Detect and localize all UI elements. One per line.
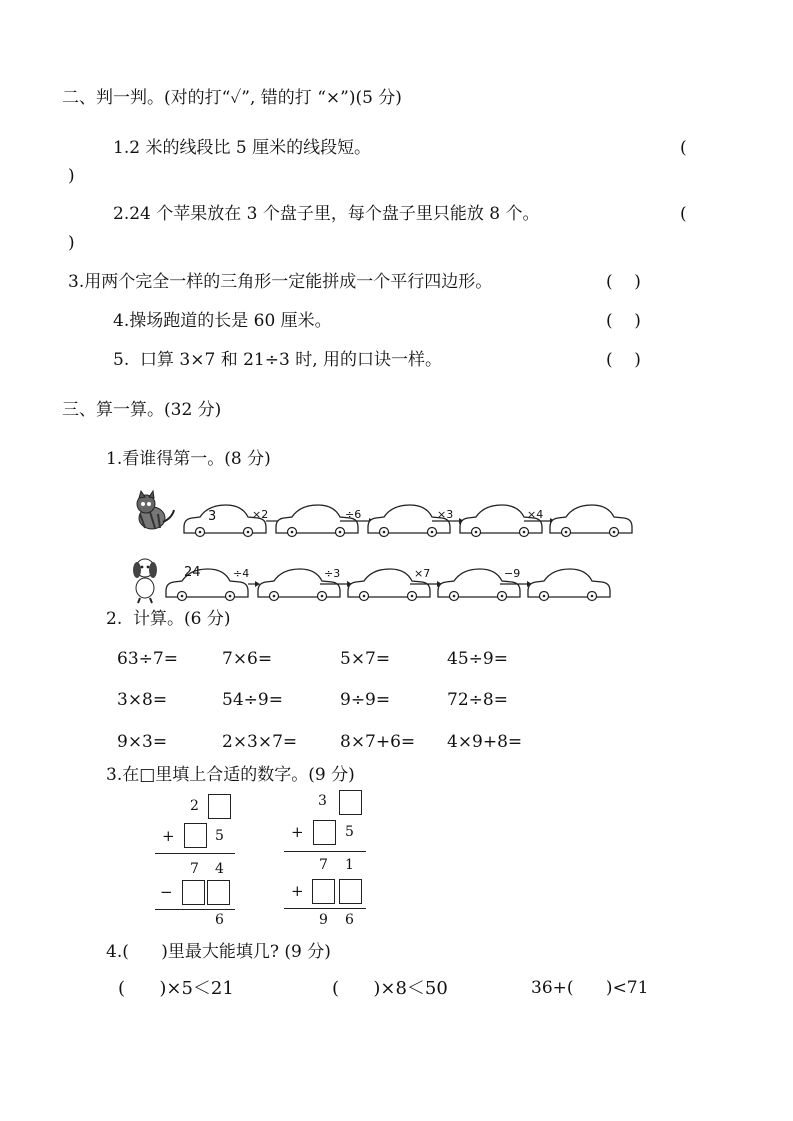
section2-title: 二、判一判。(对的打“✓”, 错的打 “×”)(5 分) bbox=[62, 88, 402, 108]
car-icon bbox=[550, 505, 632, 537]
q4-item-2: ( )×8＜50 bbox=[332, 978, 448, 999]
judge-item-3: 3.用两个完全一样的三角形一定能拼成一个平行四边形。 bbox=[68, 272, 493, 292]
judge-item-3-paren: ( ) bbox=[606, 272, 641, 292]
calc-1-4: 45÷9= bbox=[447, 649, 508, 669]
calc-1-3: 5×7= bbox=[340, 649, 391, 669]
right-top-box[interactable] bbox=[339, 790, 362, 815]
judge-item-4: 4.操场跑道的长是 60 厘米。 bbox=[113, 311, 332, 331]
calc-3-1: 9×3= bbox=[117, 732, 168, 752]
right-result-tens: 9 bbox=[319, 912, 328, 928]
left-mid-ones: 4 bbox=[215, 861, 224, 877]
calc-3-2: 2×3×7= bbox=[222, 732, 298, 752]
q3-title: 3.在□里填上合适的数字。(9 分) bbox=[106, 765, 355, 785]
left-sub-box-1[interactable] bbox=[182, 880, 205, 905]
right-add2-box-1[interactable] bbox=[312, 879, 335, 904]
calc-3-4: 4×9+8= bbox=[447, 732, 523, 752]
chain2-op-4: −9 bbox=[504, 567, 521, 580]
car-chain-illustration bbox=[0, 488, 793, 608]
right-plus-sign: + bbox=[291, 823, 304, 841]
right-top-digit: 3 bbox=[318, 793, 327, 809]
calc-2-3: 9÷9= bbox=[340, 690, 391, 710]
left-mid-tens: 7 bbox=[190, 861, 199, 877]
judge-item-1: 1.2 米的线段比 5 厘米的线段短。 bbox=[113, 138, 372, 158]
left-line-2 bbox=[155, 909, 235, 910]
left-top-digit: 2 bbox=[190, 798, 199, 814]
q1-title: 1.看谁得第一。(8 分) bbox=[106, 449, 271, 469]
section3-title: 三、算一算。(32 分) bbox=[62, 400, 222, 420]
left-add-box[interactable] bbox=[184, 823, 207, 848]
right-add-digit: 5 bbox=[345, 824, 354, 840]
calc-1-1: 63÷7= bbox=[117, 649, 178, 669]
q4-item-1: ( )×5＜21 bbox=[118, 978, 234, 999]
right-mid-ones: 1 bbox=[345, 857, 354, 873]
right-add-box[interactable] bbox=[313, 820, 336, 845]
dog-icon bbox=[133, 559, 157, 603]
left-result: 6 bbox=[215, 912, 224, 928]
right-plus-sign-2: + bbox=[291, 882, 304, 900]
chain2-op-2: ÷3 bbox=[324, 567, 341, 580]
chain2-op-3: ×7 bbox=[414, 567, 431, 580]
left-minus-sign: − bbox=[160, 883, 173, 901]
left-add-digit: 5 bbox=[215, 828, 224, 844]
calc-1-2: 7×6= bbox=[222, 649, 273, 669]
chain1-op-1: ×2 bbox=[252, 508, 269, 521]
calc-2-4: 72÷8= bbox=[447, 690, 508, 710]
right-mid-tens: 7 bbox=[319, 857, 328, 873]
judge-item-1-paren-close: ) bbox=[68, 166, 75, 186]
car-icon bbox=[528, 569, 610, 601]
judge-item-5-paren: ( ) bbox=[606, 350, 641, 370]
chain1-start: 3 bbox=[208, 509, 217, 524]
cat-icon bbox=[137, 491, 174, 529]
chain1-op-2: ÷6 bbox=[345, 508, 362, 521]
chain2-op-1: ÷4 bbox=[233, 567, 250, 580]
right-line-1 bbox=[284, 851, 366, 852]
chain2-start: 24 bbox=[184, 565, 201, 580]
q2-title: 2. 计算。(6 分) bbox=[106, 609, 231, 629]
calc-2-1: 3×8= bbox=[117, 690, 168, 710]
left-plus-sign: + bbox=[162, 827, 175, 845]
judge-item-5: 5. 口算 3×7 和 21÷3 时, 用的口诀一样。 bbox=[113, 350, 443, 370]
left-top-box[interactable] bbox=[208, 794, 231, 819]
judge-item-2: 2.24 个苹果放在 3 个盘子里，每个盘子里只能放 8 个。 bbox=[113, 204, 540, 224]
judge-item-2-paren-close: ) bbox=[68, 233, 75, 253]
left-sub-box-2[interactable] bbox=[207, 880, 230, 905]
q4-title: 4.( )里最大能填几? (9 分) bbox=[106, 942, 331, 962]
left-line-1 bbox=[155, 853, 235, 854]
chain1-op-4: ×4 bbox=[527, 508, 544, 521]
chain1-op-3: ×3 bbox=[437, 508, 454, 521]
q4-item-3: 36+( )<71 bbox=[531, 978, 649, 998]
judge-item-4-paren: ( ) bbox=[606, 311, 641, 331]
right-add2-box-2[interactable] bbox=[339, 879, 362, 904]
right-result-ones: 6 bbox=[345, 912, 354, 928]
calc-3-3: 8×7+6= bbox=[340, 732, 416, 752]
calc-2-2: 54÷9= bbox=[222, 690, 283, 710]
right-line-2 bbox=[284, 908, 366, 909]
judge-item-1-paren-open: ( bbox=[680, 138, 687, 158]
judge-item-2-paren-open: ( bbox=[680, 204, 687, 224]
